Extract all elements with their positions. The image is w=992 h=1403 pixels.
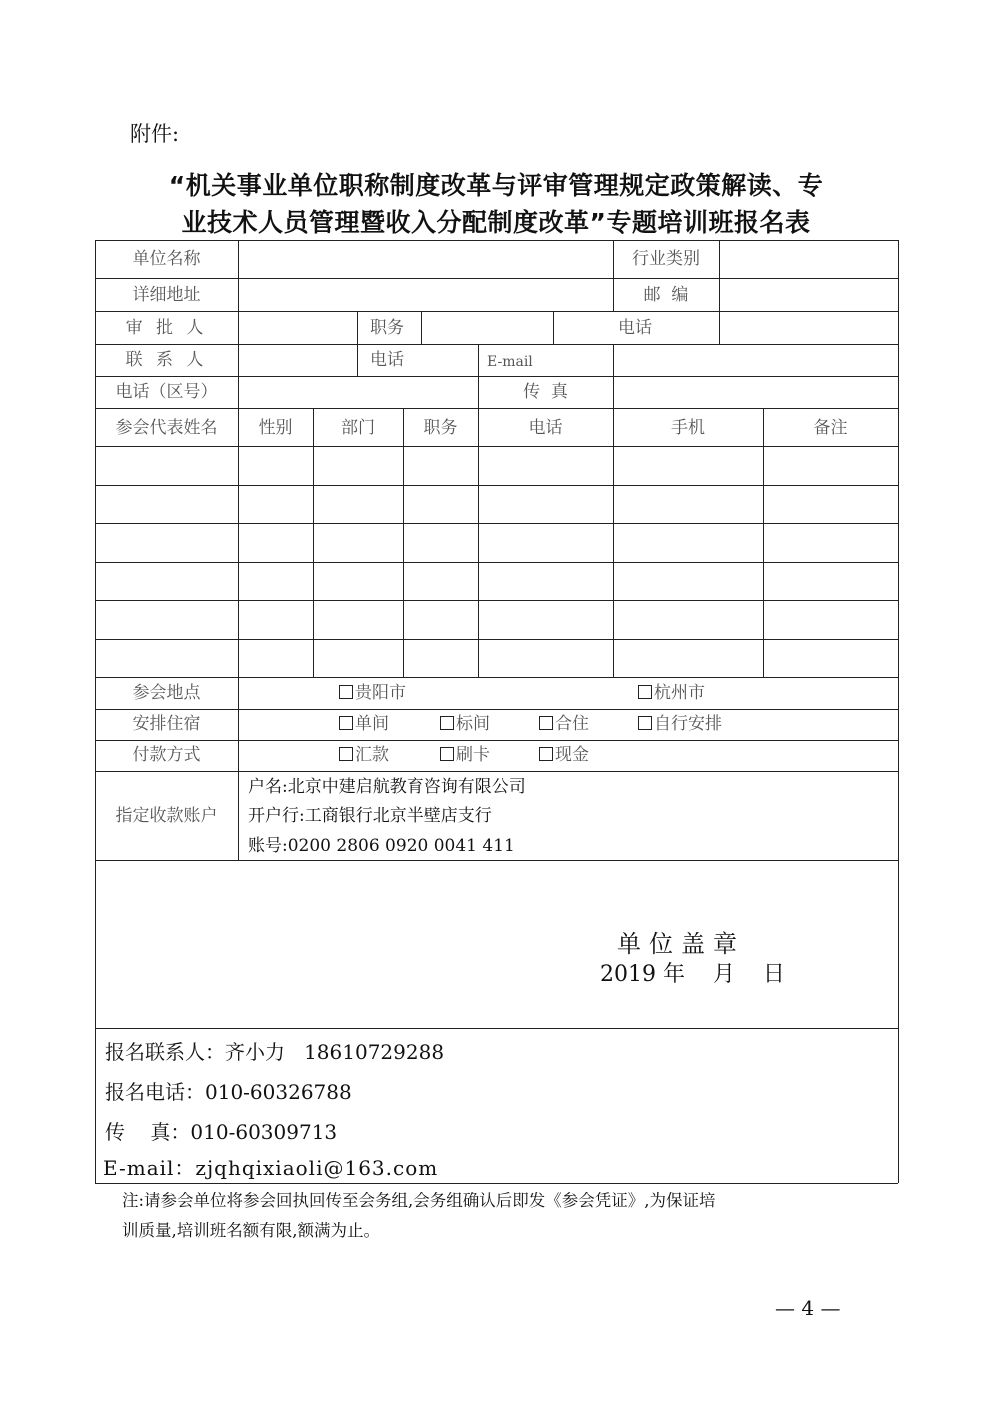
attendee-row[interactable] [95, 562, 898, 600]
approver-phone-field[interactable] [719, 311, 898, 344]
contact-label: 联 系 人 [125, 350, 208, 370]
attendee-header-gender: 性别 [258, 418, 293, 438]
attendee-row[interactable] [95, 523, 898, 561]
attendee-row[interactable] [95, 485, 898, 523]
contact-email-label: E-mail [487, 354, 533, 370]
footer-note-line-1: 注:请参会单位将参会回执回传至会务组,会务组确认后即发《参会凭证》,为保证培 [122, 1191, 716, 1210]
account-number: 账号:0200 2806 0920 0041 411 [248, 836, 515, 856]
approver-field[interactable] [238, 311, 357, 344]
attendee-row[interactable] [95, 600, 898, 638]
account-name: 户名:北京中建启航教育咨询有限公司 [248, 777, 526, 797]
registration-contact-person: 报名联系人：齐小力 18610729288 [105, 1040, 445, 1064]
approver-position-label: 职务 [370, 318, 404, 338]
lodging-option-standard[interactable]: 标间 [440, 716, 490, 733]
address-label: 详细地址 [132, 285, 201, 305]
checkbox-icon[interactable] [339, 747, 353, 761]
registration-phone: 报名电话：010-60326788 [105, 1080, 352, 1104]
attendee-header-remarks: 备注 [813, 418, 848, 438]
account-bank: 开户行:工商银行北京半壁店支行 [248, 806, 492, 826]
checkbox-icon[interactable] [440, 716, 454, 730]
payment-option-transfer[interactable]: 汇款 [339, 747, 389, 764]
page-number: — 4 — [775, 1296, 841, 1320]
lodging-option-self[interactable]: 自行安排 [638, 716, 722, 733]
approver-position-field[interactable] [421, 311, 553, 344]
unit-name-field[interactable] [238, 240, 613, 278]
form-title-line-1: “机关事业单位职称制度改革与评审管理规定政策解读、专 [168, 171, 824, 200]
unit-seal-label: 单位盖章 [617, 930, 745, 958]
checkbox-icon[interactable] [638, 685, 652, 699]
approver-phone-label: 电话 [618, 318, 652, 338]
fax-field[interactable] [613, 376, 898, 408]
checkbox-icon[interactable] [539, 747, 553, 761]
payment-label: 付款方式 [132, 745, 201, 765]
postcode-label: 邮 编 [643, 285, 689, 305]
venue-option-guiyang[interactable]: 贵阳市 [339, 685, 406, 702]
contact-phone-label: 电话 [370, 350, 404, 370]
seal-date: 2019 年 月 日 [600, 962, 785, 987]
postcode-field[interactable] [719, 278, 898, 311]
fax-label: 传 真 [523, 382, 568, 402]
registration-email: E-mail：zjqhqixiaoli@163.com [103, 1156, 439, 1180]
attachment-label: 附件: [130, 122, 180, 146]
attendee-header-name: 参会代表姓名 [115, 418, 218, 438]
industry-field[interactable] [719, 240, 898, 278]
contact-email-field[interactable] [613, 344, 898, 376]
lodging-option-shared[interactable]: 合住 [539, 716, 589, 733]
attendee-row[interactable] [95, 639, 898, 677]
attendee-header-position: 职务 [423, 418, 458, 438]
payment-option-card[interactable]: 刷卡 [440, 747, 490, 764]
area-phone-field[interactable] [238, 376, 478, 408]
lodging-option-single[interactable]: 单间 [339, 716, 389, 733]
checkbox-icon[interactable] [539, 716, 553, 730]
contact-field[interactable] [238, 344, 357, 376]
footer-note-line-2: 训质量,培训班名额有限,额满为止。 [122, 1221, 380, 1240]
checkbox-icon[interactable] [339, 685, 353, 699]
attendee-header-phone: 电话 [528, 418, 563, 438]
unit-name-label: 单位名称 [132, 249, 201, 269]
form-title-line-2: 业技术人员管理暨收入分配制度改革”专题培训班报名表 [181, 208, 811, 237]
attendee-header-mobile: 手机 [671, 418, 705, 438]
checkbox-icon[interactable] [440, 747, 454, 761]
payment-option-cash[interactable]: 现金 [539, 747, 589, 764]
checkbox-icon[interactable] [638, 716, 652, 730]
approver-label: 审 批 人 [125, 318, 208, 338]
venue-option-hangzhou[interactable]: 杭州市 [638, 685, 705, 702]
attendee-header-department: 部门 [341, 418, 375, 438]
area-phone-label: 电话（区号） [115, 382, 218, 402]
registration-fax: 传 真：010-60309713 [105, 1120, 338, 1144]
venue-label: 参会地点 [132, 683, 201, 703]
industry-label: 行业类别 [632, 249, 700, 269]
address-field[interactable] [238, 278, 613, 311]
attendee-row[interactable] [95, 446, 898, 484]
lodging-label: 安排住宿 [132, 714, 201, 734]
account-label: 指定收款账户 [115, 806, 218, 826]
checkbox-icon[interactable] [339, 716, 353, 730]
